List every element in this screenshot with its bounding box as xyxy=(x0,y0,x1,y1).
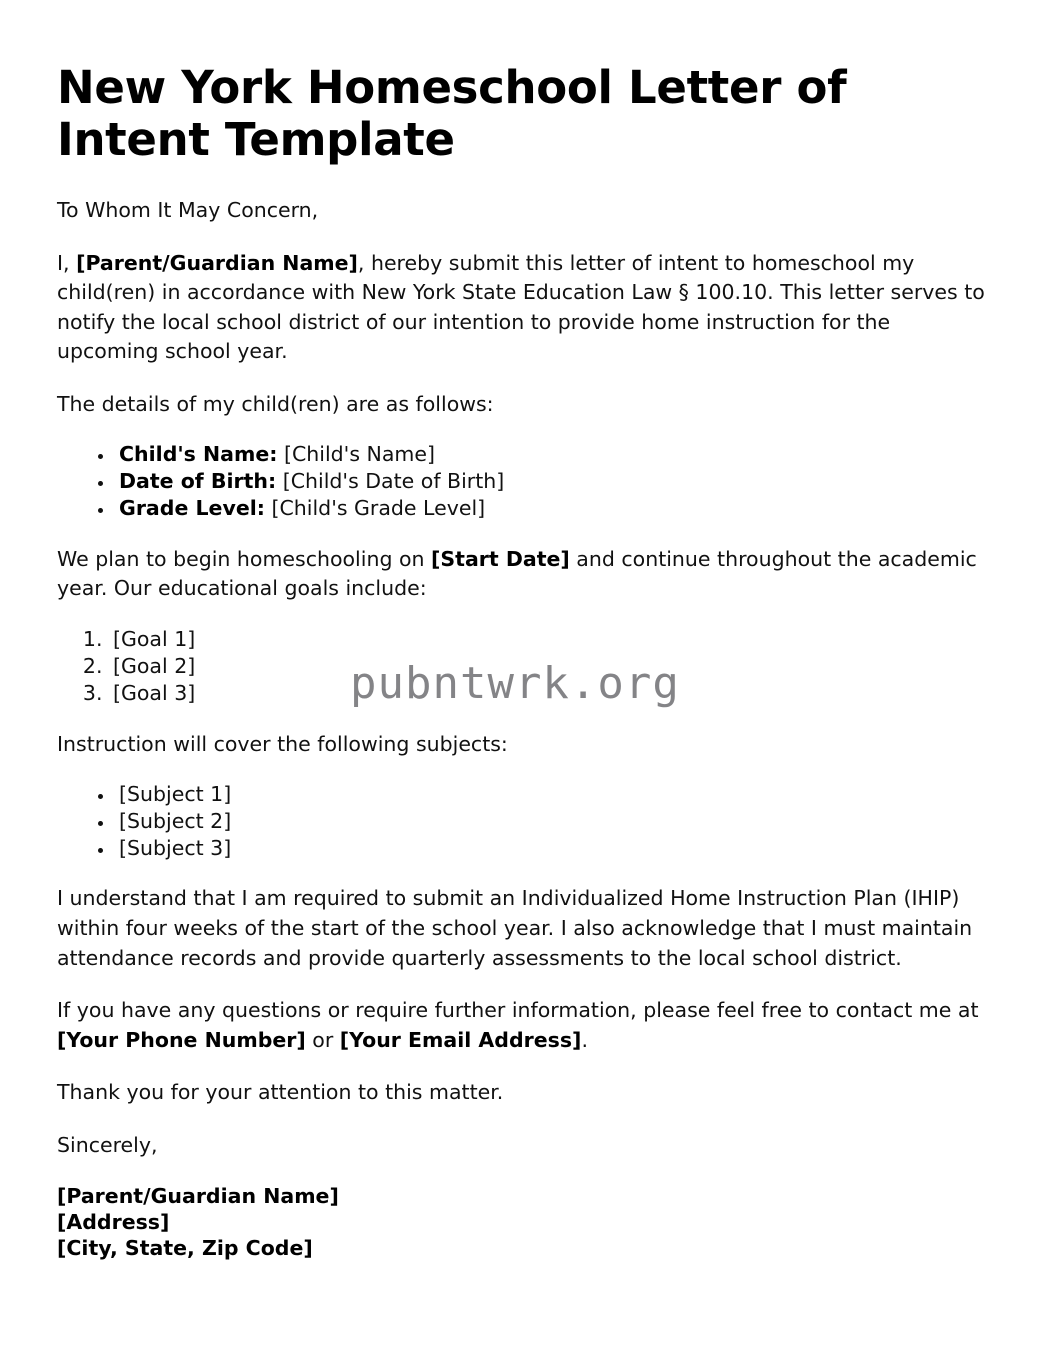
list-item: • [Subject 2] xyxy=(115,809,993,835)
contact-before: If you have any questions or require further information, please feel free to contact me at xyxy=(57,998,979,1023)
start-date-paragraph xyxy=(57,545,993,604)
start-before: We plan to begin homeschooling on xyxy=(57,546,432,571)
parent-guardian-name-placeholder: [Parent/Guardian Name] xyxy=(76,250,358,275)
thank-you-paragraph: Thank you for your attention to this matter. xyxy=(57,1080,504,1105)
list-item: • [Subject 3] xyxy=(115,836,993,862)
closing-salutation: Sincerely, xyxy=(57,1132,158,1157)
email-address-placeholder: [Your Email Address] xyxy=(339,1027,582,1052)
child-name-label: Child's Name: xyxy=(119,442,278,467)
list-item: 2. [Goal 2] xyxy=(109,654,993,680)
signature-address: [Address] xyxy=(57,1210,170,1235)
site-watermark: pubntwrk.org xyxy=(350,658,680,709)
children-intro: The details of my child(ren) are as follows: xyxy=(57,391,494,416)
list-item: • [Subject 1] xyxy=(115,782,993,808)
intro-after: , hereby submit this letter of intent to homeschool my child(ren) in accordance with New York State Education Law § 100.10. This letter serves to notify the local school district of our intention to provide home instruction for the upcoming school year. xyxy=(57,250,985,364)
start-after: and continue throughout the academic year. Our educational goals include: xyxy=(57,546,977,601)
subjects-intro: Instruction will cover the following subjects: xyxy=(57,732,508,757)
start-date-placeholder: [Start Date] xyxy=(431,546,570,571)
salutation: To Whom It May Concern, xyxy=(57,198,319,223)
list-item xyxy=(115,442,993,468)
contact-paragraph xyxy=(57,996,993,1055)
child-details-list xyxy=(57,442,993,521)
date-of-birth-value: [Child's Date of Birth] xyxy=(282,469,505,494)
intro-paragraph xyxy=(57,249,993,367)
list-item xyxy=(115,469,993,495)
phone-number-placeholder: [Your Phone Number] xyxy=(57,1027,306,1052)
subjects-list xyxy=(57,782,993,861)
goals-list xyxy=(57,627,993,706)
list-item xyxy=(115,496,993,522)
signature-city-state-zip: [City, State, Zip Code] xyxy=(57,1236,313,1261)
grade-level-label: Grade Level: xyxy=(119,496,265,521)
list-item: 3. [Goal 3] xyxy=(109,681,993,707)
list-item: 1. [Goal 1] xyxy=(109,627,993,653)
intro-before: I, xyxy=(57,250,77,275)
date-of-birth-label: Date of Birth: xyxy=(119,469,277,494)
ihip-paragraph: I understand that I am required to submit an Individualized Home Instruction Plan (IHIP) within four weeks of the start of the school year. I also acknowledge that I must maintain attendance records and provide quarterly assessments to the local school district. xyxy=(57,886,973,970)
page-title: New York Homeschool Letter of Intent Template xyxy=(57,61,847,167)
signature-block xyxy=(57,1183,993,1261)
child-name-value: [Child's Name] xyxy=(283,442,435,467)
contact-after: . xyxy=(581,1027,588,1052)
grade-level-value: [Child's Grade Level] xyxy=(271,496,486,521)
signature-name: [Parent/Guardian Name] xyxy=(57,1184,339,1209)
contact-middle: or xyxy=(305,1027,340,1052)
